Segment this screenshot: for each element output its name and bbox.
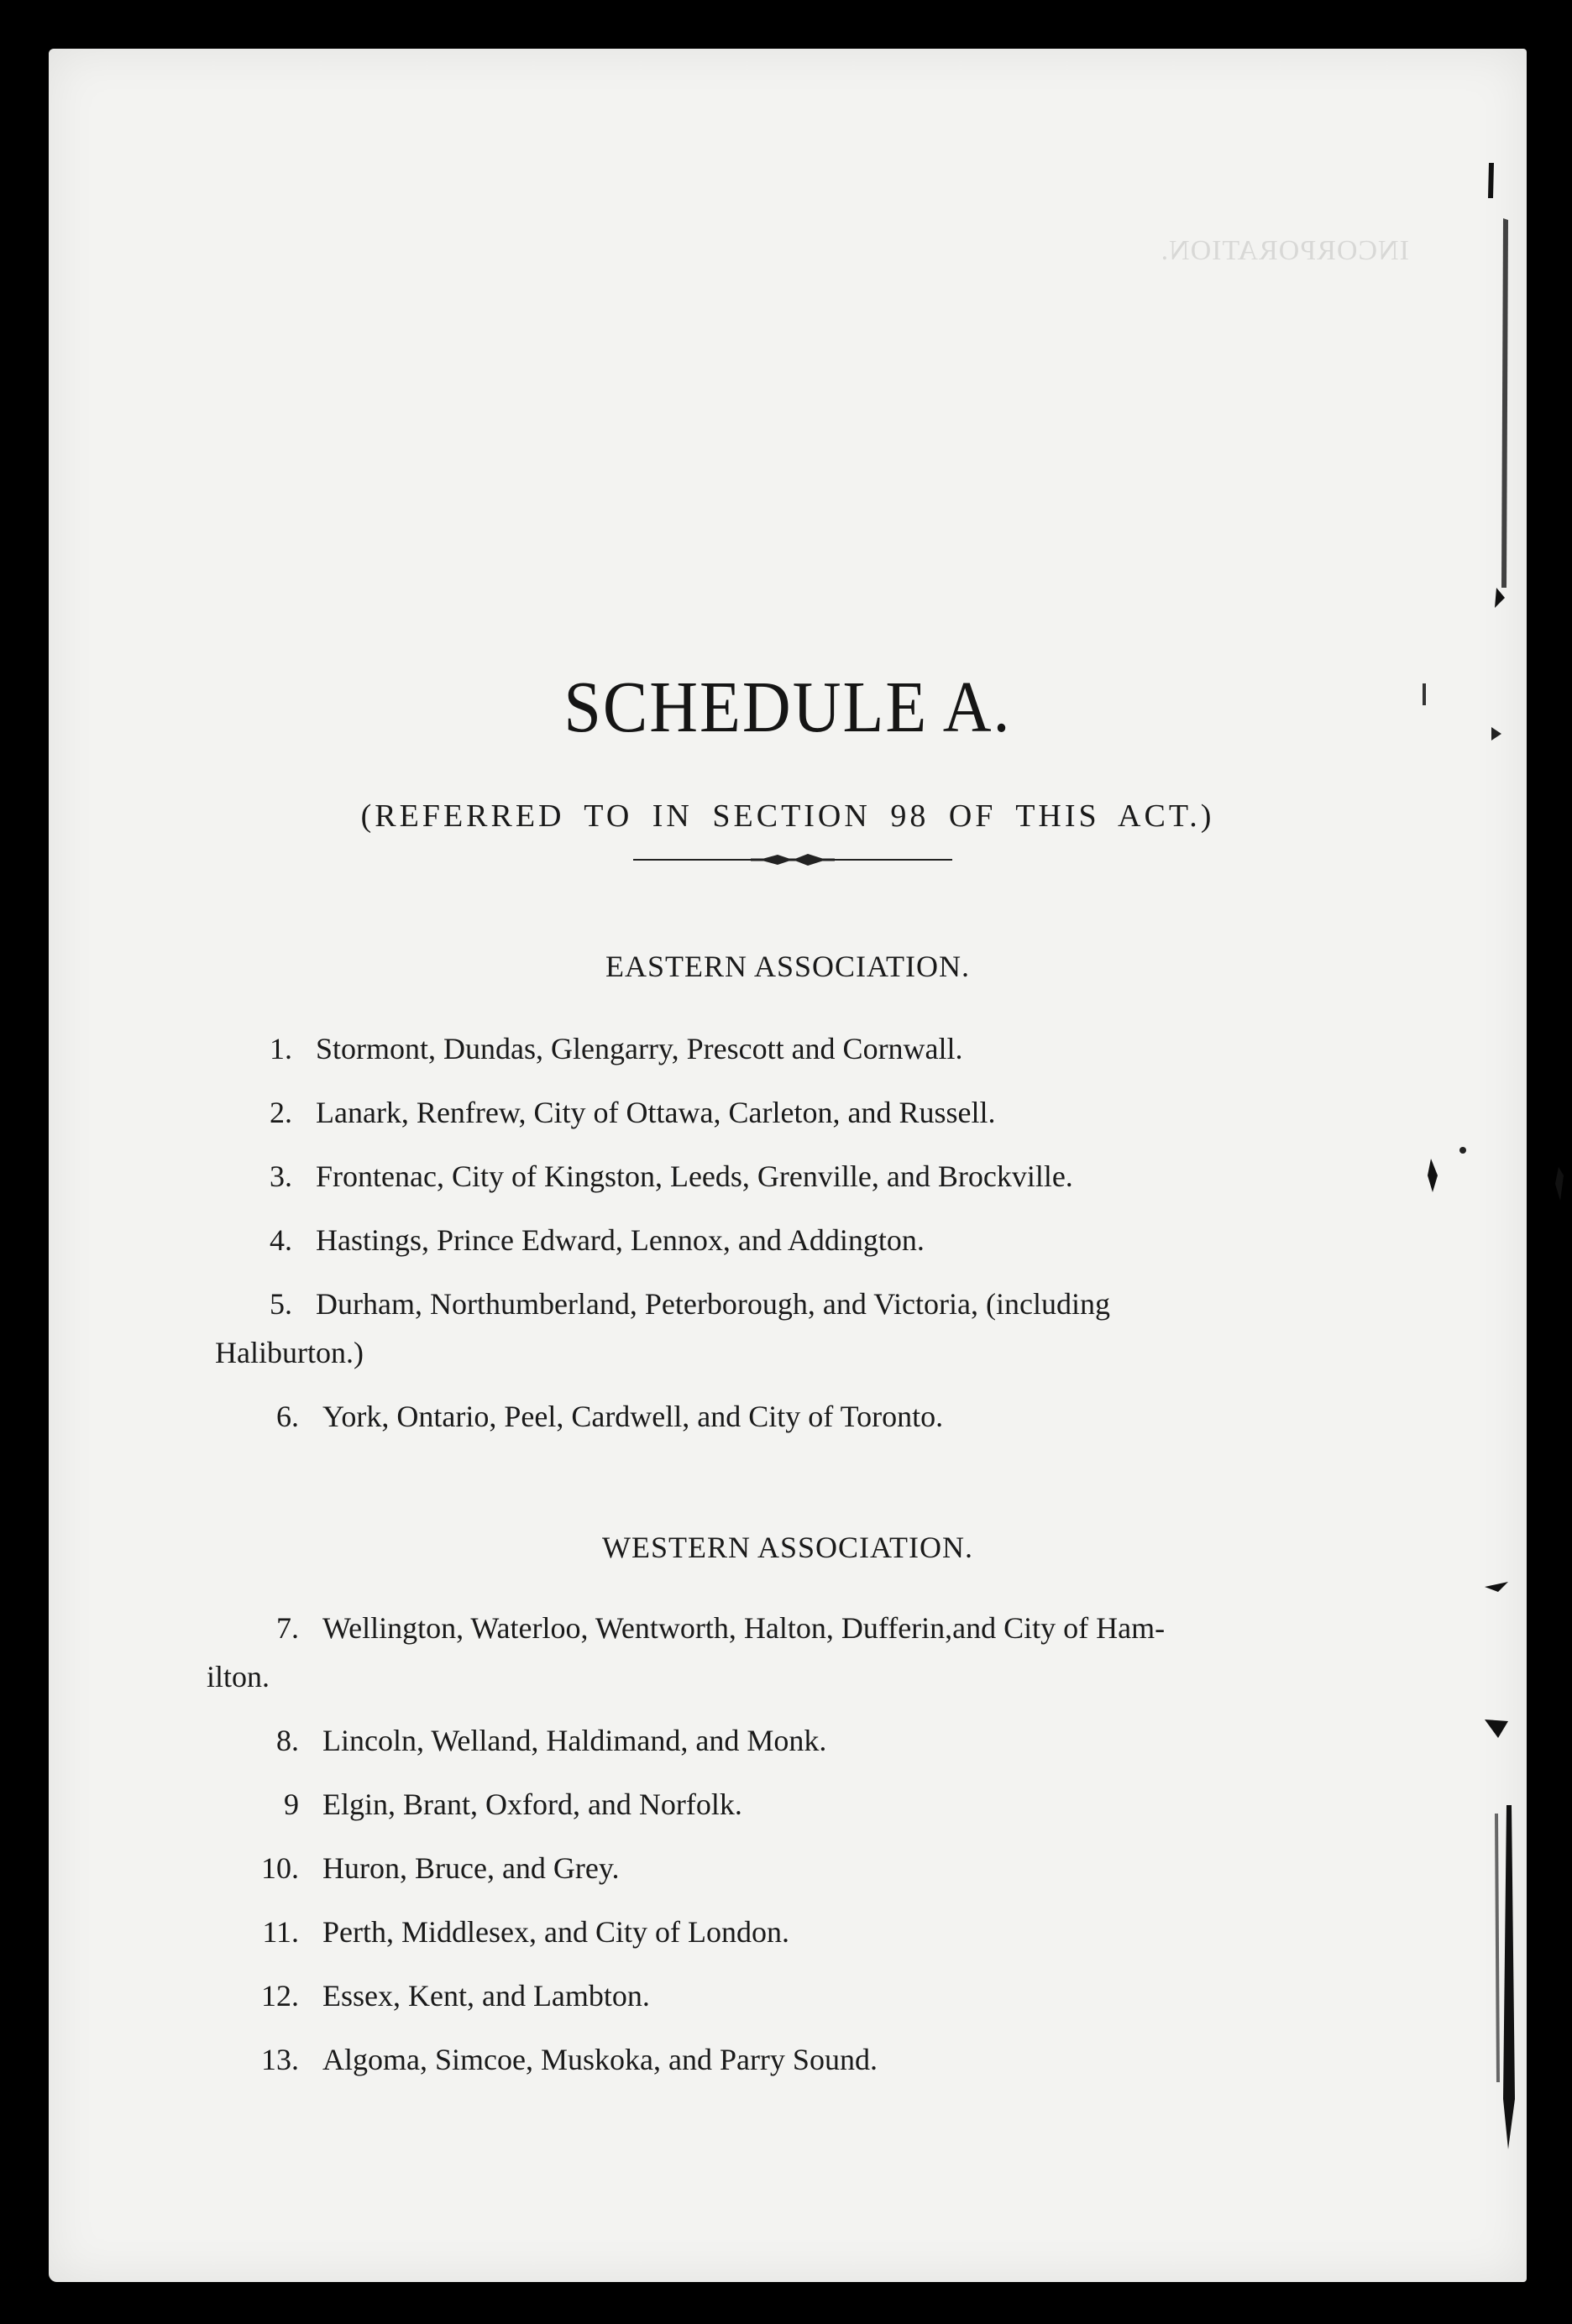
scan-edge: [1527, 0, 1572, 2324]
item-text: Algoma, Simcoe, Muskoka, and Parry Sound.: [322, 2043, 878, 2076]
item-number: 7.: [276, 1611, 299, 1645]
item-number: 10.: [261, 1851, 299, 1885]
list-item: [232, 1723, 826, 1758]
list-item: [232, 1610, 1165, 1646]
item-text: Wellington, Waterloo, Wentworth, Halton, Dufferin,and City of Ham-: [322, 1611, 1166, 1645]
item-text: Lincoln, Welland, Haldimand, and Monk.: [322, 1724, 827, 1757]
item-text: Elgin, Brant, Oxford, and Norfolk.: [322, 1787, 742, 1821]
list-item: [225, 1031, 963, 1066]
item-number: 4.: [270, 1223, 292, 1257]
item-text: Lanark, Renfrew, City of Ottawa, Carleton, and Russell.: [316, 1096, 996, 1129]
item-number: 11.: [262, 1915, 299, 1949]
list-item: [225, 1159, 1073, 1194]
item-text: Stormont, Dundas, Glengarry, Prescott and Cornwall.: [316, 1032, 963, 1065]
item-number: 8.: [276, 1724, 299, 1757]
list-item: [232, 1978, 650, 2013]
list-item: [225, 1095, 995, 1130]
item-text: York, Ontario, Peel, Cardwell, and City of Toronto.: [322, 1400, 944, 1433]
item-number: 13.: [261, 2043, 299, 2076]
page-subtitle: (REFERRED TO IN SECTION 98 OF THIS ACT.): [360, 798, 1215, 834]
item-number: 12.: [261, 1979, 299, 2013]
list-item: [225, 1222, 925, 1258]
section-heading-western: WESTERN ASSOCIATION.: [601, 1531, 973, 1564]
list-item: [232, 1399, 943, 1434]
item-number: 1.: [270, 1032, 292, 1065]
document-page: INCORPORATION. SCHEDULE A. (REFERRED TO IN SECTION 98 OF THIS ACT.) EASTERN ASSOCIATION. 1. Stormont, Dundas, Glengarry, Prescott and Cornwall. 2. Lanark, Renfrew, City of Ottawa, Carleton, and Russell. 3. Frontenac, City of Kingston, Leeds, Grenville, and Brockville. 4. Hastings, Prince Edward, Lennox, and Addington. 5. Durham, Northumberland, Peterborough, and Victoria, (including Haliburton.) 6. York, Ontario, Peel, Cardwell, and City of Toronto. WESTERN ASSOCIATION. 7. Wellington, Waterloo, Wentworth, Halton, Dufferin,and City of Ham- ilton. 8. Lincoln, Welland, Haldimand, and Monk. 9 Elgin, Brant, Oxford, and Norfolk. 10. Huron, Bruce, and Grey. 11. Perth, Middlesex, and City of London. 12. Essex, Kent, and Lambton. 13. Algoma, Simcoe, Muskoka, and Parry Sound.: [49, 49, 1527, 2282]
list-item: [232, 1787, 742, 1822]
list-item: [225, 1286, 1110, 1322]
item-number: 6.: [276, 1400, 299, 1433]
list-item: [232, 1914, 789, 1950]
section-heading-eastern: EASTERN ASSOCIATION.: [605, 950, 971, 983]
ornament-rule: [633, 843, 952, 877]
item-text: Essex, Kent, and Lambton.: [322, 1979, 650, 2013]
page-title: SCHEDULE A.: [563, 667, 1012, 748]
item-number: 3.: [270, 1159, 292, 1193]
item-text: Hastings, Prince Edward, Lennox, and Addington.: [316, 1223, 925, 1257]
item-text: Durham, Northumberland, Peterborough, and Victoria, (including: [316, 1287, 1110, 1321]
list-item: [232, 1850, 620, 1886]
item-text: Frontenac, City of Kingston, Leeds, Grenville, and Brockville.: [316, 1159, 1073, 1193]
item-number: 2.: [270, 1096, 292, 1129]
item-number: 9: [284, 1787, 299, 1821]
item-continuation: ilton.: [207, 1660, 270, 1693]
item-number: 5.: [270, 1287, 292, 1321]
item-text: Perth, Middlesex, and City of London.: [322, 1915, 789, 1949]
item-continuation: Haliburton.): [215, 1336, 364, 1369]
list-item: [232, 2042, 878, 2077]
item-text: Huron, Bruce, and Grey.: [322, 1851, 620, 1885]
